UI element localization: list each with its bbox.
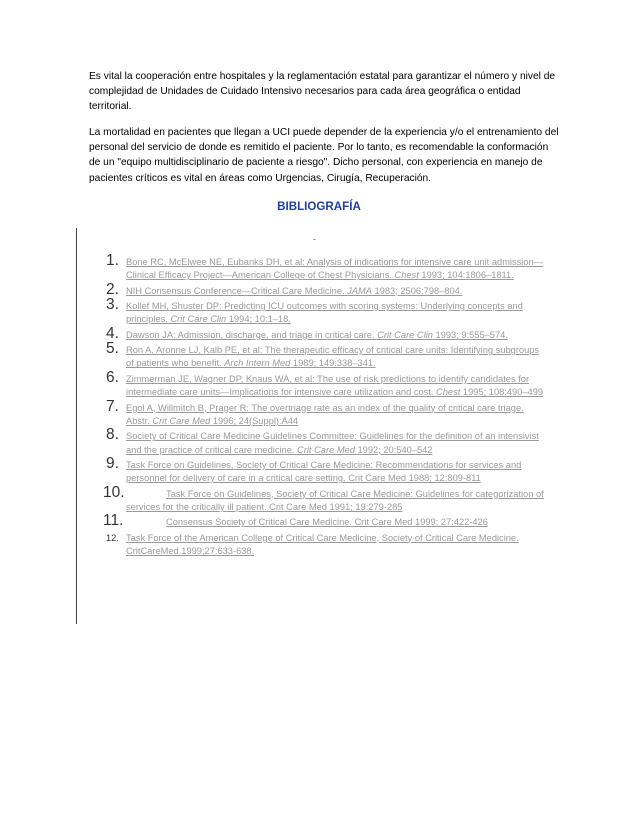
reference-number: 1. xyxy=(106,252,119,269)
reference-number: 4. xyxy=(106,324,119,342)
reference-item xyxy=(100,532,546,559)
reference-journal: Crit Care Clin xyxy=(377,329,433,340)
reference-text: Society of Critical Care Medicine Guidelines Committee: Guidelines for the definition of an intensivist and the practice of critical care medicine. xyxy=(126,431,539,455)
reference-number: 7. xyxy=(106,397,119,415)
reference-item xyxy=(100,368,546,400)
reference-link[interactable] xyxy=(126,286,462,296)
reference-link[interactable] xyxy=(126,431,539,454)
reference-text: Consensus Society of Critical Care Medicine. Crit Care Med 1999; 27:422-426 xyxy=(166,517,488,528)
reference-item xyxy=(100,483,546,515)
reference-item xyxy=(100,280,546,298)
reference-link[interactable] xyxy=(126,403,524,426)
reference-link[interactable] xyxy=(126,533,519,556)
reference-text: Task Force of the American College of Critical Care Medicine, Society of Critical Care Medicine. CritCareMed.1999;27:633-638. xyxy=(126,532,519,556)
reference-text: NIH Consensus Conference—Critical Care Medicine. xyxy=(126,285,348,296)
reference-link[interactable] xyxy=(126,345,539,368)
reference-journal: Chest xyxy=(436,387,461,398)
reference-citation: 1994; 10:1–18. xyxy=(226,314,291,325)
intro-paragraph: Es vital la cooperación entre hospitales y la reglamentación estatal para garantizar el número y nivel de complejidad de Unidades de Cuidado Intensivo necesarios para cada área geográfica o entidad territorial. xyxy=(89,71,556,113)
margin-rule xyxy=(76,228,77,624)
reference-number: 8. xyxy=(106,426,119,444)
reference-journal: Arch Intern Med xyxy=(224,358,291,369)
section-title: BIBLIOGRAFÍA xyxy=(277,200,361,213)
reference-number: 12. xyxy=(106,532,119,543)
reference-item xyxy=(100,426,546,457)
reference-citation: 1993; 104:1806–1811. xyxy=(418,270,514,281)
reference-journal: Crit Care Clin xyxy=(170,314,227,325)
reference-link[interactable] xyxy=(126,330,508,340)
reference-item xyxy=(100,397,546,429)
reference-link[interactable] xyxy=(126,257,543,280)
reference-item xyxy=(100,296,546,327)
mortality-paragraph: La mortalidad en pacientes que llegan a UCI puede depender de la experiencia y/o el entrenamiento del personal del servicio de donde es remitido el paciente. Por lo tanto, es recomendable la conformación de un "equipo multidisciplinario de paciente a riesgo". Dicho personal, con experiencia en manejo de pacientes críticos es vital en áreas como Urgencias, Cirugía, Recuperación. xyxy=(89,127,559,184)
reference-item xyxy=(100,324,546,342)
reference-item xyxy=(100,454,546,486)
reference-journal: Crit Care Med xyxy=(152,415,211,426)
reference-item xyxy=(100,340,546,371)
reference-number: 9. xyxy=(106,454,119,472)
reference-number: 11. xyxy=(103,512,124,530)
reference-link[interactable] xyxy=(126,460,521,483)
reference-text: Task Force on Guidelines, Society of Critical Care Medicine: Recommendations for services and personnel for delivery of care in a critical care setting. Crit Care Med 1988; 12:809-811 xyxy=(126,459,522,484)
reference-text: Zimmerman JE, Wagner DP, Knaus WA, et al: The use of risk predictions to identify candidates for intermediate care units—Implications for intensive care utilization and cost. xyxy=(126,373,530,398)
reference-text: Dawson JA: Admission, discharge, and triage in critical care. xyxy=(126,329,378,340)
reference-citation: 1992; 20:540–542 xyxy=(354,444,433,455)
reference-list xyxy=(100,252,546,560)
reference-journal: JAMA xyxy=(347,285,372,296)
reference-citation: 1989; 149:338–341. xyxy=(290,358,376,369)
reference-citation: 1983; 2506:798–804. xyxy=(371,285,463,296)
reference-journal: Chest xyxy=(394,270,419,281)
reference-number: 2. xyxy=(106,280,119,298)
reference-number: 10. xyxy=(103,483,125,501)
reference-item xyxy=(100,512,546,530)
reference-text: Bone RC, McElwee NE, Eubanks DH, et al: Analysis of indications for intensive care unit admission— Clinical Efficacy Project—American College of Chest Physicians. xyxy=(126,257,543,281)
reference-number: 5. xyxy=(106,340,119,358)
reference-text: Task Force on Guidelines, Society of Critical Care Medicine: Guidelines for categorization of services for the critically ill patient. Crit Care Med 1991; 19:279-285 xyxy=(126,488,544,512)
reference-link[interactable] xyxy=(126,374,543,397)
reference-item xyxy=(100,252,546,283)
reference-citation: 1995; 108:490–499 xyxy=(460,387,544,398)
reference-link[interactable] xyxy=(126,489,544,512)
reference-journal: Crit Care Med xyxy=(297,444,355,455)
reference-citation: 1996; 24(Suppl):A44 xyxy=(210,415,299,426)
separator-dash: - xyxy=(313,234,316,244)
reference-link[interactable] xyxy=(126,517,488,527)
reference-text: Ron A, Aronne LJ, Kalb PE, et al: The therapeutic efficacy of critical care units: Identifying subgroups of patients who benefit. xyxy=(126,345,540,369)
reference-number: 3. xyxy=(106,296,119,314)
reference-number: 6. xyxy=(106,368,119,386)
reference-text: Kollef MH, Shuster DP: Predicting ICU outcomes with scoring systems: Underlying concepts and principles. xyxy=(126,301,523,325)
reference-text: Egol A, Willmitch B, Prager R: The overtriage rate as an index of the quality of critical care triage. Abstr. xyxy=(126,402,524,426)
reference-link[interactable] xyxy=(126,301,523,324)
reference-citation: 1993; 9:555–574. xyxy=(432,329,508,340)
